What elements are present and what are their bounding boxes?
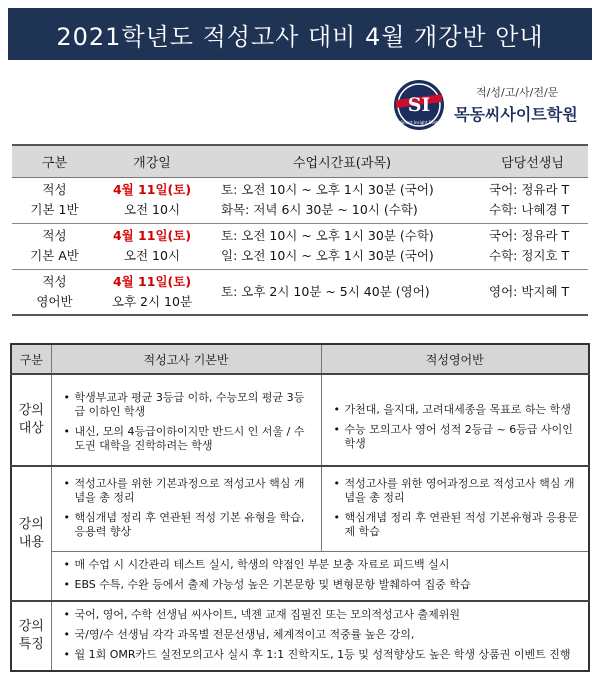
info-header-row: [11, 344, 589, 374]
list-item: • 가천대, 을지대, 고려대세종을 목표로 하는 학생: [334, 403, 581, 417]
teachers: 영어: 박지혜 T: [477, 269, 588, 315]
list-item: • 월 1회 OMR카드 실전모의고사 실시 후 1:1 진학지도, 1등 및 성적향상도 높은 학생 상품권 이벤트 진행: [64, 648, 581, 662]
info-row-content: [11, 466, 589, 552]
start-date: 4월 11일(토) 오전 10시: [97, 223, 207, 269]
content-basic: [51, 466, 321, 552]
schedule-table: [12, 144, 588, 316]
table-row: [12, 269, 588, 315]
course-info-table: [10, 343, 590, 672]
schedule-header-start-date: 개강일: [97, 145, 207, 177]
row-label-features: 강의 특징: [11, 601, 51, 671]
schedule-header-teacher: 담당선생님: [477, 145, 588, 177]
schedule-header-timetable: 수업시간표(과목): [207, 145, 477, 177]
schedule-header-row: [12, 145, 588, 177]
list-item: • 핵심개념 정리 후 연관된 적성 기본유형과 응용문제 학습: [334, 511, 581, 539]
row-label-content: 강의 내용: [11, 466, 51, 601]
schedule-header-class: 구분: [12, 145, 97, 177]
list-item: • 국어, 영어, 수학 선생님 씨사이트, 넥젠 교재 집필진 또는 모의적성고사 출제위원: [64, 608, 581, 622]
list-item: • 내신, 모의 4등급이하이지만 반드시 인 서울 / 수도권 대학을 진학하려는 학생: [64, 425, 313, 453]
table-row: [12, 223, 588, 269]
academy-logo: [392, 78, 588, 132]
features-list: [51, 601, 589, 671]
list-item: • 수능 모의고사 영어 성적 2등급 ~ 6등급 사이인 학생: [334, 423, 581, 451]
info-header-english: 적성영어반: [321, 344, 589, 374]
timetable: 토: 오전 10시 ~ 오후 1시 30분 (수학) 일: 오전 10시 ~ 오후 1시 30분 (국어): [207, 223, 477, 269]
list-item: • 학생부교과 평균 3등급 이하, 수능모의 평균 3등급 이하인 학생: [64, 391, 313, 419]
row-label-target: 강의 대상: [11, 374, 51, 466]
info-header-category: 구분: [11, 344, 51, 374]
target-english: [321, 374, 589, 466]
logo-tagline: 적/성/고/사/전/문: [476, 86, 559, 99]
info-row-features: [11, 601, 589, 671]
content-common: [51, 552, 589, 602]
info-row-content-common: [11, 552, 589, 602]
timetable: 토: 오후 2시 10분 ~ 5시 40분 (영어): [207, 269, 477, 315]
class-name: 적성 기본 A반: [12, 223, 97, 269]
list-item: • 국/영/수 선생님 각각 과목별 전문선생님, 체계적이고 적중률 높은 강의,: [64, 628, 581, 642]
page-title: 2021학년도 적성고사 대비 4월 개강반 안내: [8, 8, 592, 60]
start-date: 4월 11일(토) 오전 10시: [97, 177, 207, 223]
timetable: 토: 오전 10시 ~ 오후 1시 30분 (국어) 화목: 저녁 6시 30분 ~ 10시 (수학): [207, 177, 477, 223]
logo-emblem-ring-text: Smart Insight Best: [400, 120, 438, 125]
list-item: • 핵심개념 정리 후 연관된 적성 기본 유형을 학습, 응용력 향상: [64, 511, 313, 539]
class-name: 적성 영어반: [12, 269, 97, 315]
content-english: [321, 466, 589, 552]
info-header-basic: 적성고사 기본반: [51, 344, 321, 374]
info-row-target: [11, 374, 589, 466]
table-row: [12, 177, 588, 223]
teachers: 국어: 정유라 T 수학: 나혜경 T: [477, 177, 588, 223]
class-name: 적성 기본 1반: [12, 177, 97, 223]
start-date: 4월 11일(토) 오후 2시 10분: [97, 269, 207, 315]
logo-name: 목동씨사이트학원: [454, 105, 578, 124]
teachers: 국어: 정유라 T 수학: 정지호 T: [477, 223, 588, 269]
list-item: • 매 수업 시 시간관리 테스트 실시, 학생의 약점인 부분 보충 자료로 피드백 실시: [64, 558, 581, 572]
list-item: • EBS 수특, 수완 등에서 출제 가능성 높은 기본문항 및 변형문항 발췌하여 집중 학습: [64, 578, 581, 592]
list-item: • 적성고사를 위한 영어과정으로 적성고사 핵심 개념을 총 정리: [334, 477, 581, 505]
shield-emblem-icon: [392, 78, 446, 132]
target-basic: [51, 374, 321, 466]
list-item: • 적성고사를 위한 기본과정으로 적성고사 핵심 개념을 총 정리: [64, 477, 313, 505]
logo-emblem-text: SI: [407, 94, 431, 116]
